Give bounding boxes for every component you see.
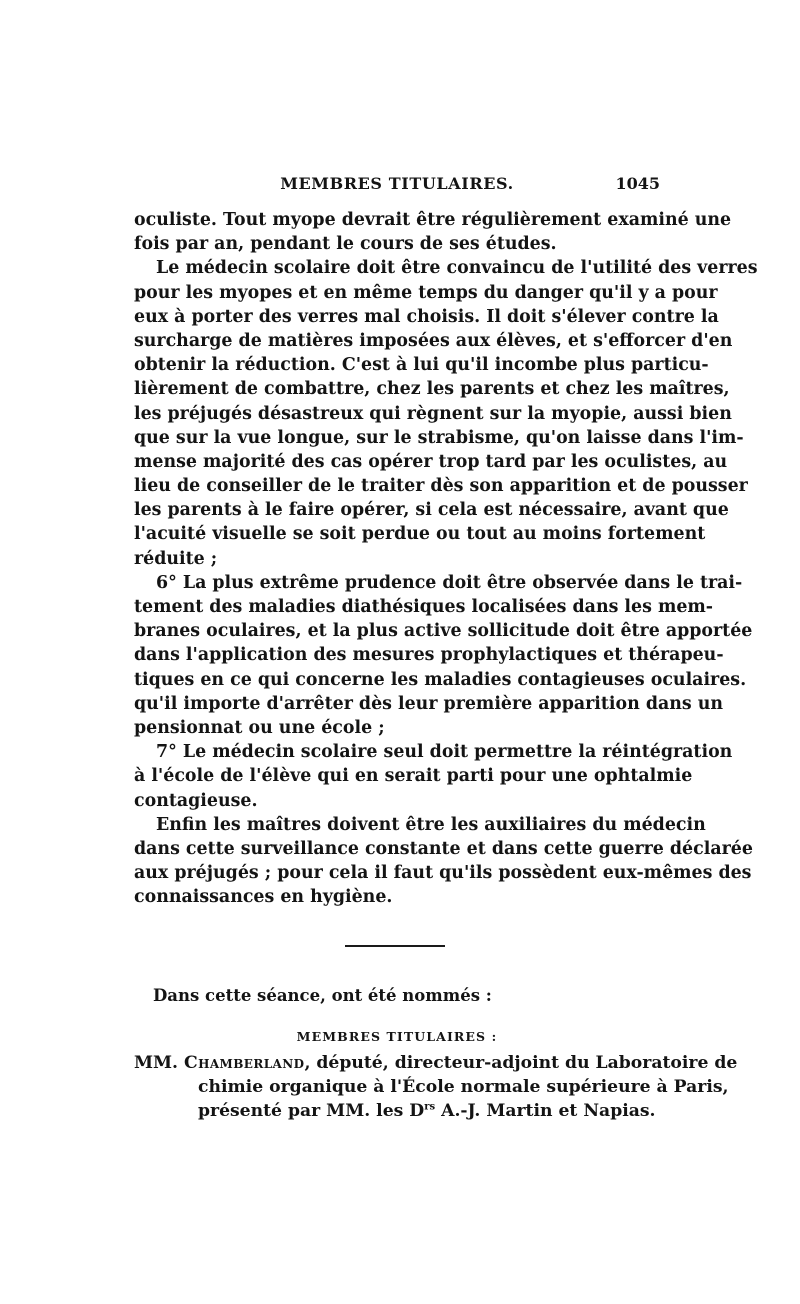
text-line: 6° La plus extrême prudence doit être observée dans le trai- bbox=[156, 572, 743, 593]
text-line: connaissances en hygiène. bbox=[134, 887, 393, 908]
text-line: que sur la vue longue, sur le strabisme, qu'on laisse dans l'im- bbox=[134, 427, 744, 448]
text-line: pour les myopes et en même temps du danger qu'il y a pour bbox=[134, 282, 718, 303]
text-line: Le médecin scolaire doit être convaincu de l'utilité des verres bbox=[156, 258, 758, 279]
member-entry bbox=[134, 1052, 738, 1125]
section-divider bbox=[345, 945, 445, 947]
text-line: réduite ; bbox=[134, 548, 218, 569]
text-line: aux préjugés ; pour cela il faut qu'ils possèdent eux-mêmes des bbox=[134, 863, 752, 884]
text-line: dans l'application des mesures prophylactiques et thérapeu- bbox=[134, 645, 724, 666]
member-title: , député, directeur-adjoint du Laboratoire de bbox=[304, 1053, 738, 1073]
text-line: surcharge de matières imposées aux élèves, et s'efforcer d'en bbox=[134, 330, 733, 351]
member-line-1 bbox=[134, 1052, 738, 1076]
running-title: MEMBRES TITULAIRES. bbox=[280, 174, 514, 193]
text-line: Enfin les maîtres doivent être les auxiliaires du médecin bbox=[156, 814, 706, 835]
text-line: les préjugés désastreux qui règnent sur la myopie, aussi bien bbox=[134, 403, 732, 424]
text-line: mense majorité des cas opérer trop tard par les oculistes, au bbox=[134, 451, 728, 472]
text-line: à l'école de l'élève qui en serait parti pour une ophtalmie bbox=[134, 766, 693, 787]
text-line: 7° Le médecin scolaire seul doit permettre la réintégration bbox=[156, 742, 733, 763]
text-line: contagieuse. bbox=[134, 790, 258, 811]
text-line: eux à porter des verres mal choisis. Il doit s'élever contre la bbox=[134, 306, 719, 327]
text-line: qu'il importe d'arrêter dès leur première apparition dans un bbox=[134, 693, 724, 714]
member-prefix: MM. bbox=[134, 1053, 179, 1073]
body-text bbox=[134, 208, 758, 909]
text-line: branes oculaires, et la plus active sollicitude doit être apportée bbox=[134, 621, 753, 642]
text-line: lièrement de combattre, chez les parents et chez les maîtres, bbox=[134, 379, 730, 400]
member-presenters: A.-J. Martin et Napias. bbox=[435, 1101, 656, 1122]
paragraph-conclusion bbox=[134, 813, 753, 910]
paragraph-medecin-scolaire bbox=[134, 256, 758, 570]
member-name: Chamberland bbox=[184, 1053, 305, 1073]
nominations-intro: Dans cette séance, ont été nommés : bbox=[153, 986, 492, 1005]
member-line-2: chimie organique à l'École normale supérieure à Paris, bbox=[198, 1077, 729, 1098]
member-line-3 bbox=[134, 1100, 660, 1124]
member-presenters-prefix: présenté par MM. les D bbox=[198, 1101, 425, 1122]
text-line: tiques en ce qui concerne les maladies contagieuses oculaires. bbox=[134, 669, 747, 690]
paragraph-continuation bbox=[134, 208, 732, 256]
text-line: fois par an, pendant le cours de ses études. bbox=[134, 234, 557, 255]
text-line: lieu de conseiller de le traiter dès son apparition et de pousser bbox=[134, 476, 748, 497]
doctors-superscript: rs bbox=[424, 1101, 436, 1113]
page-number: 1045 bbox=[615, 174, 660, 193]
text-line: dans cette surveillance constante et dans cette guerre déclarée bbox=[134, 838, 753, 859]
text-line: oculiste. Tout myope devrait être régulièrement examiné une bbox=[134, 210, 732, 230]
text-line: obtenir la réduction. C'est à lui qu'il incombe plus particu- bbox=[134, 355, 709, 376]
section-heading: MEMBRES TITULAIRES : bbox=[296, 1029, 498, 1044]
running-head bbox=[134, 174, 660, 200]
text-line: tement des maladies diathésiques localisées dans les mem- bbox=[134, 597, 714, 617]
text-line: les parents à le faire opérer, si cela est nécessaire, avant que bbox=[134, 500, 729, 521]
text-line: pensionnat ou une école ; bbox=[134, 717, 385, 738]
paragraph-item-7 bbox=[134, 740, 733, 813]
text-line: l'acuité visuelle se soit perdue ou tout au moins fortement bbox=[134, 524, 706, 545]
paragraph-item-6 bbox=[134, 571, 753, 740]
